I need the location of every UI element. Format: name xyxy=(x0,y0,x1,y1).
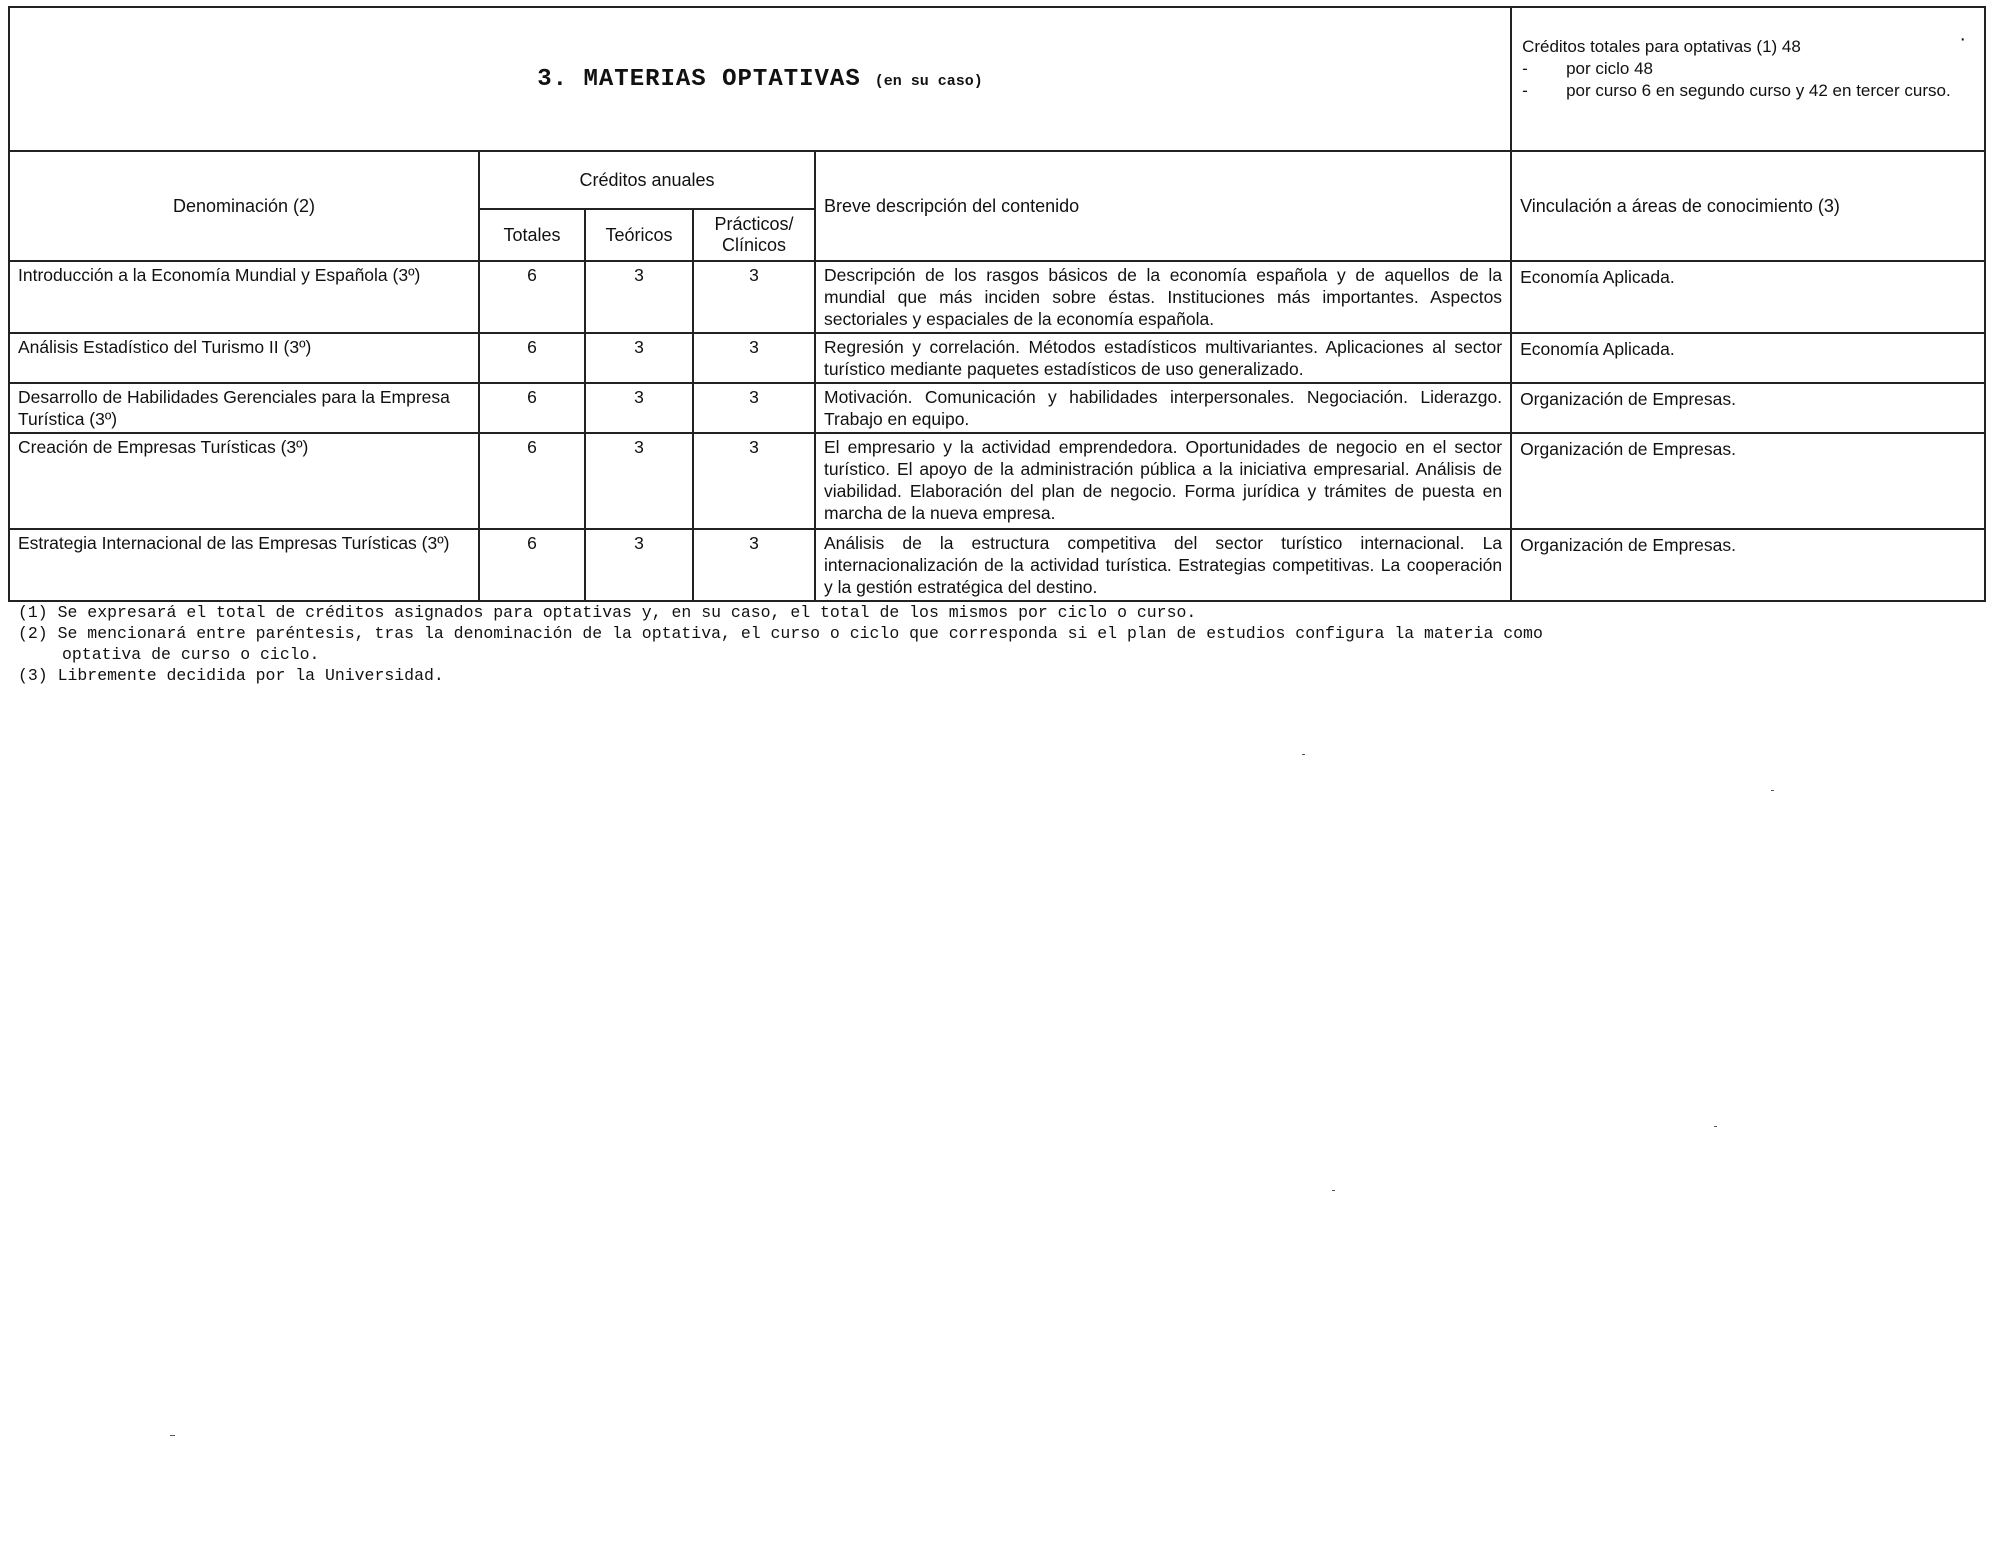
credits-item-text: por curso 6 en segundo curso y 42 en tercer curso. xyxy=(1566,81,1951,100)
credits-item-text: por ciclo 48 xyxy=(1566,59,1653,78)
table-row xyxy=(9,261,1985,333)
credits-totales: 6 xyxy=(479,433,585,529)
subject-description: Motivación. Comunicación y habilidades interpersonales. Negociación. Liderazgo. Trabajo en equipo. xyxy=(815,383,1511,433)
subject-name: Estrategia Internacional de las Empresas Turísticas (3º) xyxy=(9,529,479,601)
header-denominacion: Denominación (2) xyxy=(9,151,479,261)
subject-name: Desarrollo de Habilidades Gerenciales para la Empresa Turística (3º) xyxy=(9,383,479,433)
credits-totales: 6 xyxy=(479,383,585,433)
credits-practicos: 3 xyxy=(693,261,815,333)
subject-description: Análisis de la estructura competitiva del sector turístico internacional. La internacionalización de la actividad turística. Estrategias competitivas. La cooperación y la gestión estratégica del destino. xyxy=(815,529,1511,601)
optional-subjects-table xyxy=(8,6,1986,602)
section-title-cell xyxy=(9,7,1511,151)
credits-totales: 6 xyxy=(479,529,585,601)
title-row xyxy=(9,7,1985,151)
header-practicos: Prácticos/ Clínicos xyxy=(693,209,815,261)
header-row-1 xyxy=(9,151,1985,209)
footnote-2-continuation: optativa de curso o ciclo. xyxy=(62,645,320,664)
table-row xyxy=(9,529,1985,601)
subject-name: Análisis Estadístico del Turismo II (3º) xyxy=(9,333,479,383)
header-descripcion: Breve descripción del contenido xyxy=(815,151,1511,261)
table-row xyxy=(9,383,1985,433)
subject-name: Introducción a la Economía Mundial y Española (3º) xyxy=(9,261,479,333)
subject-name: Creación de Empresas Turísticas (3º) xyxy=(9,433,479,529)
footnote-1: (1) Se expresará el total de créditos asignados para optativas y, en su caso, el total de los mismos por ciclo o curso. xyxy=(18,603,1197,622)
credits-practicos: 3 xyxy=(693,433,815,529)
scan-speck xyxy=(1302,754,1305,755)
knowledge-area: Economía Aplicada. xyxy=(1511,333,1985,383)
credits-teoricos: 3 xyxy=(585,529,693,601)
header-creditos-anuales: Créditos anuales xyxy=(479,151,815,209)
subject-description: Descripción de los rasgos básicos de la economía española y de aquellos de la mundial que más inciden sobre éstas. Instituciones más importantes. Aspectos sectoriales y espaciales de la economía española. xyxy=(815,261,1511,333)
scan-speck xyxy=(1771,790,1774,791)
section-title-note: (en su caso) xyxy=(874,72,983,90)
scan-speck xyxy=(1332,1190,1335,1191)
footnote-2: (2) Se mencionará entre paréntesis, tras la denominación de la optativa, el curso o ciclo que corresponda si el plan de estudios configura la materia como xyxy=(18,624,1543,643)
header-totales: Totales xyxy=(479,209,585,261)
credits-practicos: 3 xyxy=(693,529,815,601)
credits-item xyxy=(1522,80,1974,102)
scan-speck xyxy=(1714,1126,1717,1127)
section-title: 3. MATERIAS OPTATIVAS xyxy=(537,65,861,93)
credits-teoricos: 3 xyxy=(585,333,693,383)
header-teoricos: Teóricos xyxy=(585,209,693,261)
credits-totales: 6 xyxy=(479,333,585,383)
credits-totales: 6 xyxy=(479,261,585,333)
footnote-3: (3) Libremente decidida por la Universidad. xyxy=(18,666,444,685)
credits-practicos: 3 xyxy=(693,383,815,433)
knowledge-area: Organización de Empresas. xyxy=(1511,433,1985,529)
knowledge-area: Organización de Empresas. xyxy=(1511,383,1985,433)
table-row xyxy=(9,433,1985,529)
dot-mark: · xyxy=(1959,28,1967,50)
footnotes xyxy=(18,602,1968,686)
scan-speck xyxy=(170,1435,175,1436)
knowledge-area: Organización de Empresas. xyxy=(1511,529,1985,601)
credits-teoricos: 3 xyxy=(585,433,693,529)
credits-item xyxy=(1522,58,1974,80)
credits-teoricos: 3 xyxy=(585,383,693,433)
subject-description: El empresario y la actividad emprendedora. Oportunidades de negocio en el sector turístico. El apoyo de la administración pública a la iniciativa empresarial. Análisis de viabilidad. Elaboración del plan de negocio. Forma jurídica y trámites de puesta en marcha de la nueva empresa. xyxy=(815,433,1511,529)
knowledge-area: Economía Aplicada. xyxy=(1511,261,1985,333)
credits-summary-box xyxy=(1511,7,1985,151)
dash-marker: - xyxy=(1522,81,1528,100)
credits-total-line: Créditos totales para optativas (1) 48 xyxy=(1522,37,1801,56)
table-row xyxy=(9,333,1985,383)
header-vinculacion: Vinculación a áreas de conocimiento (3) xyxy=(1511,151,1985,261)
dash-marker: - xyxy=(1522,59,1528,78)
credits-teoricos: 3 xyxy=(585,261,693,333)
subject-description: Regresión y correlación. Métodos estadísticos multivariantes. Aplicaciones al sector turístico mediante paquetes estadísticos de uso generalizado. xyxy=(815,333,1511,383)
credits-practicos: 3 xyxy=(693,333,815,383)
